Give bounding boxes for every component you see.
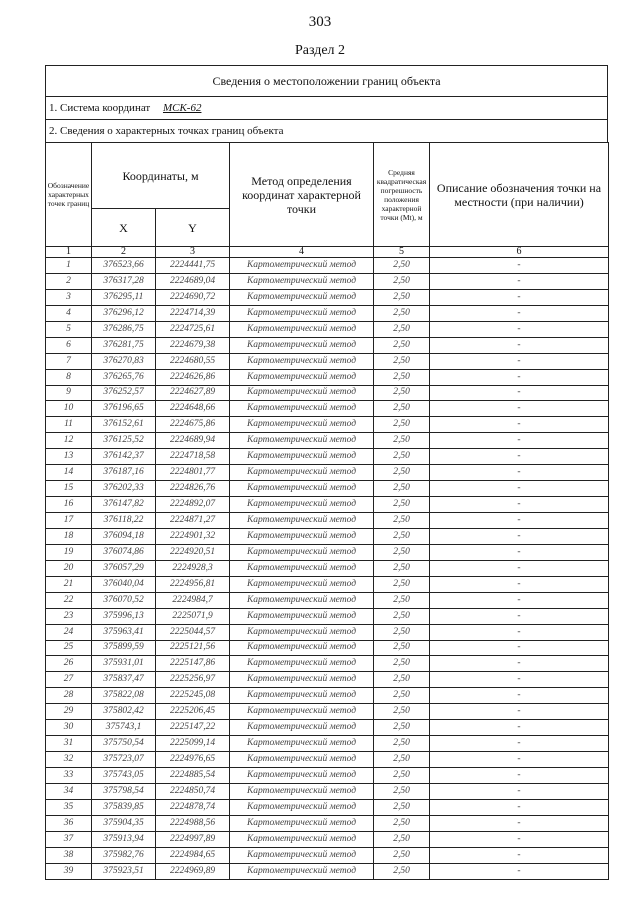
cell-point-number: 10	[46, 401, 92, 417]
cell-point-number: 13	[46, 449, 92, 465]
boundary-form	[45, 65, 608, 880]
cell-coord-y: 2224690,72	[156, 289, 230, 305]
cell-coord-y: 2225147,22	[156, 720, 230, 736]
header-designation: Обозначение характерных точек границ	[46, 143, 92, 247]
cell-coord-y: 2224718,58	[156, 449, 230, 465]
table-row	[46, 736, 609, 752]
cell-point-number: 4	[46, 305, 92, 321]
cell-coord-x: 375982,76	[92, 847, 156, 863]
cell-method: Картометрический метод	[230, 528, 374, 544]
table-row	[46, 672, 609, 688]
cell-coord-y: 2224627,89	[156, 385, 230, 401]
cell-method: Картометрический метод	[230, 624, 374, 640]
table-row	[46, 544, 609, 560]
table-row	[46, 815, 609, 831]
cell-accuracy: 2,50	[374, 401, 430, 417]
cell-accuracy: 2,50	[374, 672, 430, 688]
cell-description: -	[430, 258, 609, 274]
cell-coord-y: 2224689,94	[156, 433, 230, 449]
header-coordinates: Координаты, м	[92, 143, 230, 209]
cell-description: -	[430, 497, 609, 513]
cell-coord-y: 2224969,89	[156, 863, 230, 879]
cell-description: -	[430, 560, 609, 576]
cell-method: Картометрический метод	[230, 560, 374, 576]
column-number: 4	[230, 247, 374, 258]
cell-coord-y: 2224997,89	[156, 831, 230, 847]
table-row	[46, 656, 609, 672]
table-row	[46, 831, 609, 847]
cell-accuracy: 2,50	[374, 831, 430, 847]
column-number: 1	[46, 247, 92, 258]
cell-point-number: 30	[46, 720, 92, 736]
cell-accuracy: 2,50	[374, 640, 430, 656]
cell-point-number: 24	[46, 624, 92, 640]
cell-description: -	[430, 608, 609, 624]
table-row	[46, 258, 609, 274]
cell-coord-y: 2224725,61	[156, 321, 230, 337]
cell-description: -	[430, 465, 609, 481]
table-row	[46, 640, 609, 656]
cell-coord-y: 2224441,75	[156, 258, 230, 274]
cell-description: -	[430, 289, 609, 305]
cell-coord-x: 376070,52	[92, 592, 156, 608]
column-number: 3	[156, 247, 230, 258]
cell-method: Картометрический метод	[230, 273, 374, 289]
cell-point-number: 3	[46, 289, 92, 305]
cell-method: Картометрический метод	[230, 592, 374, 608]
table-row	[46, 449, 609, 465]
cell-point-number: 25	[46, 640, 92, 656]
cell-description: -	[430, 513, 609, 529]
cell-coord-x: 376094,18	[92, 528, 156, 544]
cell-description: -	[430, 672, 609, 688]
table-row	[46, 273, 609, 289]
table-row	[46, 576, 609, 592]
cell-coord-x: 376196,65	[92, 401, 156, 417]
cell-description: -	[430, 417, 609, 433]
cell-description: -	[430, 592, 609, 608]
cell-description: -	[430, 640, 609, 656]
cell-coord-x: 376040,04	[92, 576, 156, 592]
cell-method: Картометрический метод	[230, 544, 374, 560]
cell-point-number: 16	[46, 497, 92, 513]
header-description: Описание обозначения точки на местности (при наличии)	[430, 143, 609, 247]
table-row	[46, 417, 609, 433]
cell-method: Картометрический метод	[230, 672, 374, 688]
cell-accuracy: 2,50	[374, 337, 430, 353]
column-number: 6	[430, 247, 609, 258]
cell-accuracy: 2,50	[374, 528, 430, 544]
cell-method: Картометрический метод	[230, 768, 374, 784]
cell-method: Картометрический метод	[230, 481, 374, 497]
points-label: 2. Сведения о характерных точках границ объекта	[45, 119, 608, 142]
cell-coord-x: 376286,75	[92, 321, 156, 337]
cell-accuracy: 2,50	[374, 369, 430, 385]
cell-accuracy: 2,50	[374, 863, 430, 879]
cell-coord-x: 375798,54	[92, 783, 156, 799]
cell-coord-y: 2225044,57	[156, 624, 230, 640]
cell-coord-y: 2224850,74	[156, 783, 230, 799]
cell-coord-x: 375913,94	[92, 831, 156, 847]
cell-accuracy: 2,50	[374, 497, 430, 513]
cell-accuracy: 2,50	[374, 258, 430, 274]
cell-point-number: 26	[46, 656, 92, 672]
cell-method: Картометрический метод	[230, 465, 374, 481]
cell-point-number: 14	[46, 465, 92, 481]
cell-coord-x: 376295,11	[92, 289, 156, 305]
cell-coord-x: 375963,41	[92, 624, 156, 640]
points-body	[46, 258, 609, 880]
cell-method: Картометрический метод	[230, 608, 374, 624]
cell-method: Картометрический метод	[230, 353, 374, 369]
cell-accuracy: 2,50	[374, 752, 430, 768]
cell-coord-x: 376270,83	[92, 353, 156, 369]
cell-description: -	[430, 305, 609, 321]
cell-accuracy: 2,50	[374, 815, 430, 831]
cell-accuracy: 2,50	[374, 624, 430, 640]
cell-method: Картометрический метод	[230, 401, 374, 417]
cell-method: Картометрический метод	[230, 385, 374, 401]
table-row	[46, 401, 609, 417]
table-row	[46, 560, 609, 576]
cell-coord-y: 2224679,38	[156, 337, 230, 353]
cell-point-number: 32	[46, 752, 92, 768]
cell-method: Картометрический метод	[230, 321, 374, 337]
table-row	[46, 513, 609, 529]
cell-description: -	[430, 576, 609, 592]
table-row	[46, 289, 609, 305]
cell-accuracy: 2,50	[374, 736, 430, 752]
cell-description: -	[430, 656, 609, 672]
table-row	[46, 321, 609, 337]
table-row	[46, 528, 609, 544]
cell-accuracy: 2,50	[374, 560, 430, 576]
cell-point-number: 15	[46, 481, 92, 497]
header-x: X	[92, 209, 156, 247]
cell-accuracy: 2,50	[374, 305, 430, 321]
cell-method: Картометрический метод	[230, 449, 374, 465]
table-row	[46, 799, 609, 815]
cell-point-number: 2	[46, 273, 92, 289]
cell-method: Картометрический метод	[230, 289, 374, 305]
cell-coord-y: 2225099,14	[156, 736, 230, 752]
cell-coord-x: 376152,61	[92, 417, 156, 433]
cell-method: Картометрический метод	[230, 369, 374, 385]
cell-coord-y: 2224878,74	[156, 799, 230, 815]
cell-point-number: 11	[46, 417, 92, 433]
table-row	[46, 863, 609, 879]
header-y: Y	[156, 209, 230, 247]
cell-description: -	[430, 847, 609, 863]
cell-description: -	[430, 544, 609, 560]
cell-method: Картометрический метод	[230, 337, 374, 353]
coord-system-label: 1. Система координат	[49, 102, 151, 114]
cell-description: -	[430, 815, 609, 831]
cell-point-number: 33	[46, 768, 92, 784]
cell-point-number: 22	[46, 592, 92, 608]
cell-coord-x: 376252,57	[92, 385, 156, 401]
table-row	[46, 688, 609, 704]
cell-accuracy: 2,50	[374, 847, 430, 863]
cell-method: Картометрический метод	[230, 704, 374, 720]
cell-description: -	[430, 528, 609, 544]
cell-coord-x: 375923,51	[92, 863, 156, 879]
cell-coord-x: 376265,76	[92, 369, 156, 385]
cell-coord-x: 375743,1	[92, 720, 156, 736]
header-method: Метод определения координат характерной точки	[230, 143, 374, 247]
cell-accuracy: 2,50	[374, 576, 430, 592]
cell-description: -	[430, 273, 609, 289]
cell-method: Картометрический метод	[230, 258, 374, 274]
cell-coord-x: 375931,01	[92, 656, 156, 672]
cell-point-number: 17	[46, 513, 92, 529]
table-row	[46, 385, 609, 401]
form-title: Сведения о местоположении границ объекта	[45, 65, 608, 96]
cell-accuracy: 2,50	[374, 799, 430, 815]
cell-description: -	[430, 768, 609, 784]
cell-method: Картометрический метод	[230, 815, 374, 831]
cell-coord-x: 376523,66	[92, 258, 156, 274]
cell-coord-x: 376281,75	[92, 337, 156, 353]
cell-point-number: 6	[46, 337, 92, 353]
cell-point-number: 35	[46, 799, 92, 815]
table-row	[46, 608, 609, 624]
cell-description: -	[430, 433, 609, 449]
cell-accuracy: 2,50	[374, 353, 430, 369]
table-row	[46, 305, 609, 321]
cell-method: Картометрический метод	[230, 720, 374, 736]
cell-method: Картометрический метод	[230, 497, 374, 513]
cell-coord-y: 2224988,56	[156, 815, 230, 831]
cell-description: -	[430, 449, 609, 465]
cell-method: Картометрический метод	[230, 799, 374, 815]
table-row	[46, 353, 609, 369]
cell-coord-y: 2224984,65	[156, 847, 230, 863]
cell-coord-y: 2224976,65	[156, 752, 230, 768]
section-title: Раздел 2	[294, 43, 346, 58]
cell-coord-y: 2224920,51	[156, 544, 230, 560]
cell-point-number: 27	[46, 672, 92, 688]
table-row	[46, 704, 609, 720]
cell-method: Картометрический метод	[230, 640, 374, 656]
cell-coord-x: 376125,52	[92, 433, 156, 449]
cell-description: -	[430, 353, 609, 369]
cell-accuracy: 2,50	[374, 273, 430, 289]
cell-coord-x: 375837,47	[92, 672, 156, 688]
cell-method: Картометрический метод	[230, 783, 374, 799]
cell-description: -	[430, 401, 609, 417]
column-numbers-row	[46, 247, 609, 258]
table-row	[46, 497, 609, 513]
cell-point-number: 29	[46, 704, 92, 720]
cell-description: -	[430, 385, 609, 401]
cell-accuracy: 2,50	[374, 481, 430, 497]
cell-coord-x: 376057,29	[92, 560, 156, 576]
cell-coord-x: 375839,85	[92, 799, 156, 815]
table-row	[46, 783, 609, 799]
cell-coord-y: 2225206,45	[156, 704, 230, 720]
coord-system-line	[45, 96, 608, 119]
cell-description: -	[430, 720, 609, 736]
cell-point-number: 18	[46, 528, 92, 544]
cell-coord-x: 376142,37	[92, 449, 156, 465]
cell-accuracy: 2,50	[374, 417, 430, 433]
cell-accuracy: 2,50	[374, 544, 430, 560]
cell-coord-x: 376317,28	[92, 273, 156, 289]
cell-point-number: 8	[46, 369, 92, 385]
cell-coord-y: 2224885,54	[156, 768, 230, 784]
cell-coord-y: 2224680,55	[156, 353, 230, 369]
cell-coord-y: 2225256,97	[156, 672, 230, 688]
cell-point-number: 36	[46, 815, 92, 831]
cell-coord-y: 2224801,77	[156, 465, 230, 481]
cell-method: Картометрический метод	[230, 688, 374, 704]
cell-accuracy: 2,50	[374, 768, 430, 784]
cell-description: -	[430, 783, 609, 799]
cell-point-number: 39	[46, 863, 92, 879]
table-row	[46, 337, 609, 353]
cell-accuracy: 2,50	[374, 656, 430, 672]
cell-point-number: 21	[46, 576, 92, 592]
cell-description: -	[430, 752, 609, 768]
cell-coord-y: 2224871,27	[156, 513, 230, 529]
cell-method: Картометрический метод	[230, 513, 374, 529]
table-row	[46, 481, 609, 497]
cell-coord-y: 2225245,08	[156, 688, 230, 704]
cell-point-number: 19	[46, 544, 92, 560]
cell-method: Картометрический метод	[230, 736, 374, 752]
cell-coord-x: 376147,82	[92, 497, 156, 513]
cell-coord-x: 375802,42	[92, 704, 156, 720]
cell-coord-y: 2224626,86	[156, 369, 230, 385]
cell-coord-y: 2224826,76	[156, 481, 230, 497]
cell-coord-y: 2224714,39	[156, 305, 230, 321]
column-number: 2	[92, 247, 156, 258]
cell-accuracy: 2,50	[374, 449, 430, 465]
cell-coord-y: 2225147,86	[156, 656, 230, 672]
table-row	[46, 465, 609, 481]
page-number: 303	[308, 14, 332, 30]
table-row	[46, 624, 609, 640]
cell-method: Картометрический метод	[230, 752, 374, 768]
cell-coord-x: 375904,35	[92, 815, 156, 831]
cell-method: Картометрический метод	[230, 656, 374, 672]
cell-description: -	[430, 321, 609, 337]
cell-description: -	[430, 799, 609, 815]
table-row	[46, 592, 609, 608]
header-accuracy: Средняя квадратическая погрешность положения характерной точки (Mt), м	[374, 143, 430, 247]
cell-accuracy: 2,50	[374, 465, 430, 481]
cell-description: -	[430, 688, 609, 704]
cell-description: -	[430, 369, 609, 385]
cell-accuracy: 2,50	[374, 513, 430, 529]
cell-point-number: 38	[46, 847, 92, 863]
cell-accuracy: 2,50	[374, 385, 430, 401]
cell-coord-y: 2224648,66	[156, 401, 230, 417]
cell-coord-x: 376118,22	[92, 513, 156, 529]
cell-description: -	[430, 831, 609, 847]
table-row	[46, 768, 609, 784]
cell-accuracy: 2,50	[374, 592, 430, 608]
cell-coord-x: 375743,05	[92, 768, 156, 784]
cell-coord-x: 376296,12	[92, 305, 156, 321]
cell-method: Картометрический метод	[230, 305, 374, 321]
cell-point-number: 1	[46, 258, 92, 274]
cell-coord-x: 375750,54	[92, 736, 156, 752]
cell-coord-y: 2224892,07	[156, 497, 230, 513]
table-row	[46, 752, 609, 768]
cell-point-number: 5	[46, 321, 92, 337]
cell-coord-y: 2225121,56	[156, 640, 230, 656]
cell-coord-y: 2224901,32	[156, 528, 230, 544]
cell-coord-x: 375822,08	[92, 688, 156, 704]
cell-point-number: 37	[46, 831, 92, 847]
cell-point-number: 31	[46, 736, 92, 752]
cell-accuracy: 2,50	[374, 688, 430, 704]
cell-coord-y: 2224689,04	[156, 273, 230, 289]
cell-accuracy: 2,50	[374, 321, 430, 337]
cell-method: Картометрический метод	[230, 831, 374, 847]
cell-point-number: 34	[46, 783, 92, 799]
cell-method: Картометрический метод	[230, 863, 374, 879]
cell-coord-x: 375899,59	[92, 640, 156, 656]
cell-point-number: 9	[46, 385, 92, 401]
cell-method: Картометрический метод	[230, 576, 374, 592]
cell-coord-x: 376187,16	[92, 465, 156, 481]
cell-method: Картометрический метод	[230, 417, 374, 433]
cell-coord-y: 2224956,81	[156, 576, 230, 592]
coord-system-value: МСК-62	[162, 102, 202, 114]
cell-accuracy: 2,50	[374, 433, 430, 449]
column-number: 5	[374, 247, 430, 258]
cell-accuracy: 2,50	[374, 289, 430, 305]
cell-method: Картометрический метод	[230, 847, 374, 863]
table-row	[46, 720, 609, 736]
cell-description: -	[430, 704, 609, 720]
table-row	[46, 847, 609, 863]
cell-coord-y: 2225071,9	[156, 608, 230, 624]
cell-coord-x: 375996,13	[92, 608, 156, 624]
cell-description: -	[430, 337, 609, 353]
cell-point-number: 12	[46, 433, 92, 449]
cell-accuracy: 2,50	[374, 720, 430, 736]
cell-point-number: 20	[46, 560, 92, 576]
cell-coord-x: 376074,86	[92, 544, 156, 560]
table-row	[46, 369, 609, 385]
cell-point-number: 28	[46, 688, 92, 704]
cell-point-number: 7	[46, 353, 92, 369]
cell-accuracy: 2,50	[374, 783, 430, 799]
cell-description: -	[430, 481, 609, 497]
cell-accuracy: 2,50	[374, 608, 430, 624]
points-table	[45, 142, 609, 880]
cell-method: Картометрический метод	[230, 433, 374, 449]
cell-description: -	[430, 736, 609, 752]
cell-point-number: 23	[46, 608, 92, 624]
cell-accuracy: 2,50	[374, 704, 430, 720]
cell-description: -	[430, 624, 609, 640]
cell-coord-x: 376202,33	[92, 481, 156, 497]
table-row	[46, 433, 609, 449]
cell-coord-y: 2224675,86	[156, 417, 230, 433]
cell-coord-y: 2224928,3	[156, 560, 230, 576]
cell-coord-x: 375723,07	[92, 752, 156, 768]
cell-coord-y: 2224984,7	[156, 592, 230, 608]
cell-description: -	[430, 863, 609, 879]
